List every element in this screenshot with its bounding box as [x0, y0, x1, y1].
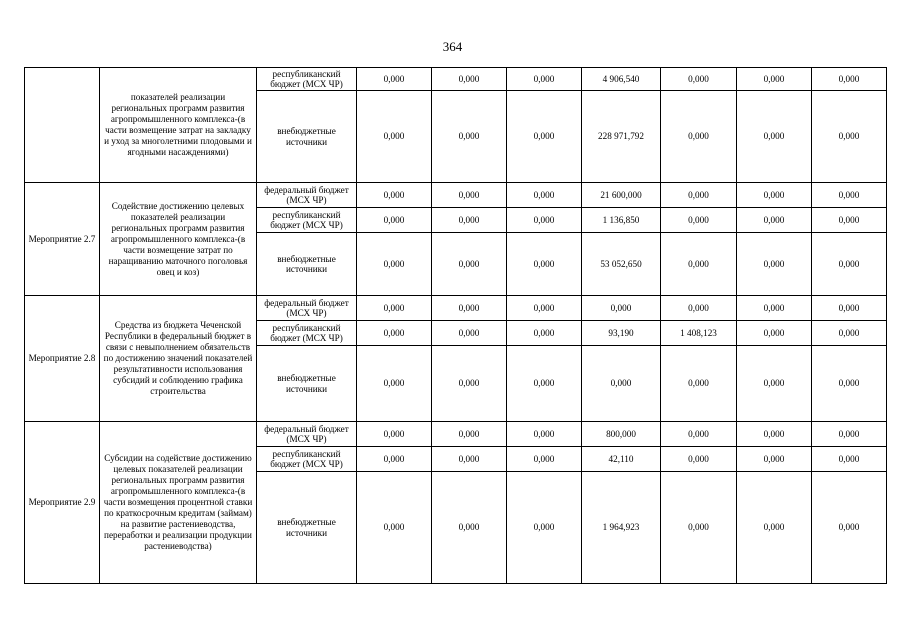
funding-source-cell: республиканский бюджет (МСХ ЧР): [257, 68, 357, 91]
funding-source-cell: республиканский бюджет (МСХ ЧР): [257, 321, 357, 346]
value-cell: 0,000: [812, 472, 887, 584]
value-cell: 0,000: [507, 472, 582, 584]
page-number: 364: [442, 39, 463, 54]
value-cell: 0,000: [812, 346, 887, 422]
value-cell: 0,000: [737, 233, 812, 296]
value-cell: 0,000: [812, 208, 887, 233]
value-cell: 0,000: [357, 422, 432, 447]
value-cell: 0,000: [661, 68, 737, 91]
table-row: [25, 183, 887, 208]
value-cell: 0,000: [812, 91, 887, 183]
value-cell: 0,000: [661, 91, 737, 183]
value-cell: 0,000: [507, 321, 582, 346]
value-cell: 0,000: [357, 321, 432, 346]
value-cell: 0,000: [507, 68, 582, 91]
value-cell: 0,000: [507, 233, 582, 296]
funding-source-cell: внебюджетные источники: [257, 91, 357, 183]
value-cell: 0,000: [582, 296, 661, 321]
funding-source-cell: внебюджетные источники: [257, 472, 357, 584]
value-cell: 0,000: [432, 422, 507, 447]
value-cell: 0,000: [737, 321, 812, 346]
value-cell: 1 408,123: [661, 321, 737, 346]
value-cell: 0,000: [661, 208, 737, 233]
value-cell: 0,000: [737, 296, 812, 321]
value-cell: 1 964,923: [582, 472, 661, 584]
value-cell: 93,190: [582, 321, 661, 346]
event-cell: [25, 68, 100, 183]
funding-source-cell: внебюджетные источники: [257, 346, 357, 422]
table-row: [25, 422, 887, 447]
description-cell: Субсидии на содействие достижению целевых показателей реализации региональных программ развития агропромышленного комплекса-(в части возмещения процентной ставки по краткосрочным кредитам (займам) на развитие растениеводства, переработки и реализации продукции растениеводства): [100, 422, 257, 584]
value-cell: 0,000: [357, 208, 432, 233]
description-cell: показателей реализации региональных программ развития агропромышленного комплекса-(в части возмещение затрат на закладку и уход за многолетними плодовыми и ягодными насаждениями): [100, 68, 257, 183]
value-cell: 0,000: [357, 91, 432, 183]
value-cell: 0,000: [507, 296, 582, 321]
value-cell: 0,000: [507, 346, 582, 422]
value-cell: 0,000: [661, 346, 737, 422]
value-cell: 0,000: [737, 91, 812, 183]
value-cell: 1 136,850: [582, 208, 661, 233]
value-cell: 0,000: [507, 183, 582, 208]
value-cell: 0,000: [357, 472, 432, 584]
value-cell: 0,000: [737, 472, 812, 584]
value-cell: 0,000: [357, 183, 432, 208]
value-cell: 0,000: [812, 183, 887, 208]
description-cell: Содействие достижению целевых показателей реализации региональных программ развития агропромышленного комплекса-(в части возмещение затрат по наращиванию маточного поголовья овец и коз): [100, 183, 257, 296]
value-cell: 0,000: [661, 472, 737, 584]
funding-source-cell: республиканский бюджет (МСХ ЧР): [257, 447, 357, 472]
funding-source-cell: федеральный бюджет (МСХ ЧР): [257, 183, 357, 208]
value-cell: 0,000: [582, 346, 661, 422]
value-cell: 0,000: [357, 68, 432, 91]
value-cell: 0,000: [357, 233, 432, 296]
event-cell: Мероприятие 2.9: [25, 422, 100, 584]
event-cell: Мероприятие 2.7: [25, 183, 100, 296]
funding-source-cell: федеральный бюджет (МСХ ЧР): [257, 296, 357, 321]
value-cell: 53 052,650: [582, 233, 661, 296]
value-cell: 0,000: [812, 422, 887, 447]
value-cell: 42,110: [582, 447, 661, 472]
value-cell: 0,000: [661, 233, 737, 296]
value-cell: 0,000: [507, 91, 582, 183]
value-cell: 0,000: [737, 208, 812, 233]
value-cell: 0,000: [812, 296, 887, 321]
funding-source-cell: федеральный бюджет (МСХ ЧР): [257, 422, 357, 447]
value-cell: 0,000: [432, 68, 507, 91]
value-cell: 0,000: [737, 183, 812, 208]
value-cell: 0,000: [432, 183, 507, 208]
funding-source-cell: республиканский бюджет (МСХ ЧР): [257, 208, 357, 233]
value-cell: 0,000: [812, 68, 887, 91]
table-row: [25, 68, 887, 91]
value-cell: 0,000: [661, 296, 737, 321]
value-cell: 0,000: [357, 447, 432, 472]
value-cell: 0,000: [737, 422, 812, 447]
value-cell: 4 906,540: [582, 68, 661, 91]
value-cell: 0,000: [432, 472, 507, 584]
value-cell: 228 971,792: [582, 91, 661, 183]
value-cell: 0,000: [812, 233, 887, 296]
value-cell: 800,000: [582, 422, 661, 447]
event-cell: Мероприятие 2.8: [25, 296, 100, 422]
value-cell: 0,000: [737, 346, 812, 422]
table-row: [25, 296, 887, 321]
value-cell: 0,000: [812, 321, 887, 346]
value-cell: 0,000: [432, 208, 507, 233]
value-cell: 21 600,000: [582, 183, 661, 208]
value-cell: 0,000: [432, 321, 507, 346]
value-cell: 0,000: [432, 296, 507, 321]
value-cell: 0,000: [812, 447, 887, 472]
description-cell: Средства из бюджета Чеченской Республики в федеральный бюджет в связи с невыполнением обязательств по достижению значений показателей результативности использования субсидий и соблюдению графика строительства: [100, 296, 257, 422]
value-cell: 0,000: [357, 346, 432, 422]
budget-table: [24, 67, 887, 584]
value-cell: 0,000: [507, 208, 582, 233]
value-cell: 0,000: [507, 422, 582, 447]
value-cell: 0,000: [737, 68, 812, 91]
value-cell: 0,000: [432, 346, 507, 422]
value-cell: 0,000: [661, 422, 737, 447]
value-cell: 0,000: [737, 447, 812, 472]
value-cell: 0,000: [432, 91, 507, 183]
value-cell: 0,000: [432, 233, 507, 296]
value-cell: 0,000: [507, 447, 582, 472]
value-cell: 0,000: [661, 183, 737, 208]
value-cell: 0,000: [661, 447, 737, 472]
value-cell: 0,000: [357, 296, 432, 321]
funding-source-cell: внебюджетные источники: [257, 233, 357, 296]
value-cell: 0,000: [432, 447, 507, 472]
